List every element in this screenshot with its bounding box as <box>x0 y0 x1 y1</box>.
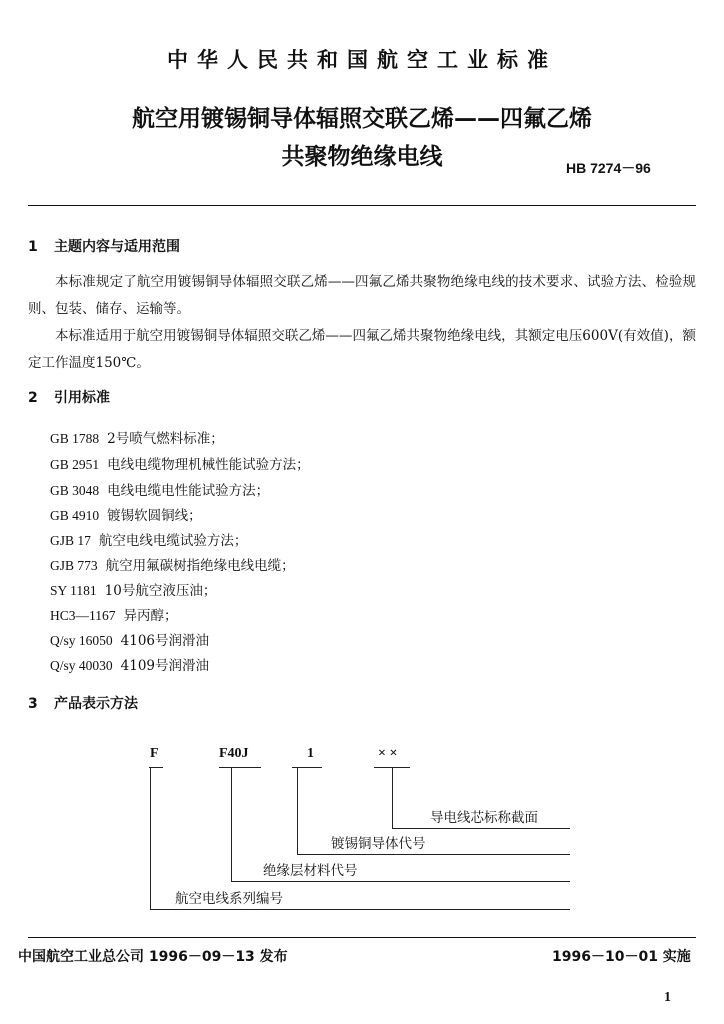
section-1-heading <box>28 236 180 256</box>
reference-item <box>50 529 247 549</box>
diagram-leader-line <box>297 767 298 855</box>
reference-item <box>50 427 224 447</box>
diagram-underline <box>150 909 570 910</box>
diagram-tick <box>219 767 261 768</box>
designation-code-insulation: F40J <box>219 746 249 761</box>
effective-date: 1996－10－01 实施 <box>552 949 691 965</box>
reference-title: 4106号润滑油 <box>120 633 209 649</box>
page-number: 1 <box>664 990 671 1005</box>
standard-code: HB 7274－96 <box>566 160 651 176</box>
reference-code: GB 4910 <box>50 508 100 523</box>
reference-title: 电线电缆电性能试验方法； <box>107 483 270 499</box>
reference-title: 4109号润滑油 <box>120 658 209 674</box>
reference-code: Q/sy 16050 <box>50 633 113 648</box>
label-insulation-code: 绝缘层材料代号 <box>263 863 358 879</box>
diagram-underline <box>297 854 570 855</box>
label-conductor-cross-section: 导电线芯标称截面 <box>430 810 538 826</box>
section-number: 3 <box>28 696 38 712</box>
reference-code: GJB 773 <box>50 558 98 573</box>
reference-item <box>50 504 202 524</box>
document-title-line1: 航空用镀锡铜导体辐照交联乙烯——四氟乙烯 <box>132 106 592 132</box>
section-1-paragraph-2: 本标准适用于航空用镀锡铜导体辐照交联乙烯——四氟乙烯共聚物绝缘电线，其额定电压600V(有效值)，额定工作温度150℃。 <box>28 328 696 371</box>
reference-item <box>50 654 209 674</box>
diagram-underline <box>392 828 570 829</box>
diagram-leader-line <box>392 767 393 829</box>
reference-item <box>50 629 209 649</box>
reference-title: 航空电线电缆试验方法； <box>98 533 248 549</box>
section-title: 产品表示方法 <box>54 696 138 712</box>
reference-title: 10号航空液压油； <box>104 583 217 599</box>
reference-item <box>50 479 269 499</box>
section-title: 主题内容与适用范围 <box>54 239 180 255</box>
reference-code: GJB 17 <box>50 533 91 548</box>
reference-code: Q/sy 40030 <box>50 658 113 673</box>
reference-code: GB 3048 <box>50 483 100 498</box>
section-number: 2 <box>28 390 38 406</box>
reference-item <box>50 579 216 599</box>
diagram-underline <box>231 881 570 882</box>
diagram-leader-line <box>231 767 232 882</box>
reference-code: GB 1788 <box>50 431 100 446</box>
reference-code: GB 2951 <box>50 457 100 472</box>
section-title: 引用标准 <box>54 390 110 406</box>
reference-title: 异丙醇； <box>123 608 178 624</box>
reference-item <box>50 453 310 473</box>
reference-item <box>50 554 295 574</box>
footer-divider <box>28 937 696 938</box>
designation-code-cross-section: × × <box>378 746 398 761</box>
document-title-line2: 共聚物绝缘电线 <box>281 144 443 170</box>
reference-code: SY 1181 <box>50 583 97 598</box>
reference-title: 2号喷气燃料标准； <box>107 431 224 447</box>
standard-category-header: 中华人民共和国航空工业标准 <box>167 48 557 72</box>
section-2-heading <box>28 387 110 407</box>
designation-code-series: F <box>150 746 159 761</box>
reference-title: 航空用氟碳树指绝缘电线电缆； <box>105 558 295 574</box>
label-series-number: 航空电线系列编号 <box>175 891 283 907</box>
label-conductor-code: 镀锡铜导体代号 <box>331 836 426 852</box>
reference-title: 镀锡软圆铜线； <box>107 508 202 524</box>
reference-item <box>50 604 178 624</box>
reference-title: 电线电缆物理机械性能试验方法； <box>107 457 310 473</box>
title-divider <box>28 205 696 206</box>
reference-code: HC3—1167 <box>50 608 116 623</box>
issue-date: 中国航空工业总公司 1996－09－13 发布 <box>18 949 288 965</box>
designation-code-conductor: 1 <box>307 746 314 761</box>
section-number: 1 <box>28 239 38 255</box>
diagram-leader-line <box>150 767 151 910</box>
diagram-tick <box>149 767 163 768</box>
section-1-paragraph-1: 本标准规定了航空用镀锡铜导体辐照交联乙烯——四氟乙烯共聚物绝缘电线的技术要求、试验方法、检验规则、包装、储存、运输等。 <box>28 274 696 317</box>
section-3-heading <box>28 693 138 713</box>
